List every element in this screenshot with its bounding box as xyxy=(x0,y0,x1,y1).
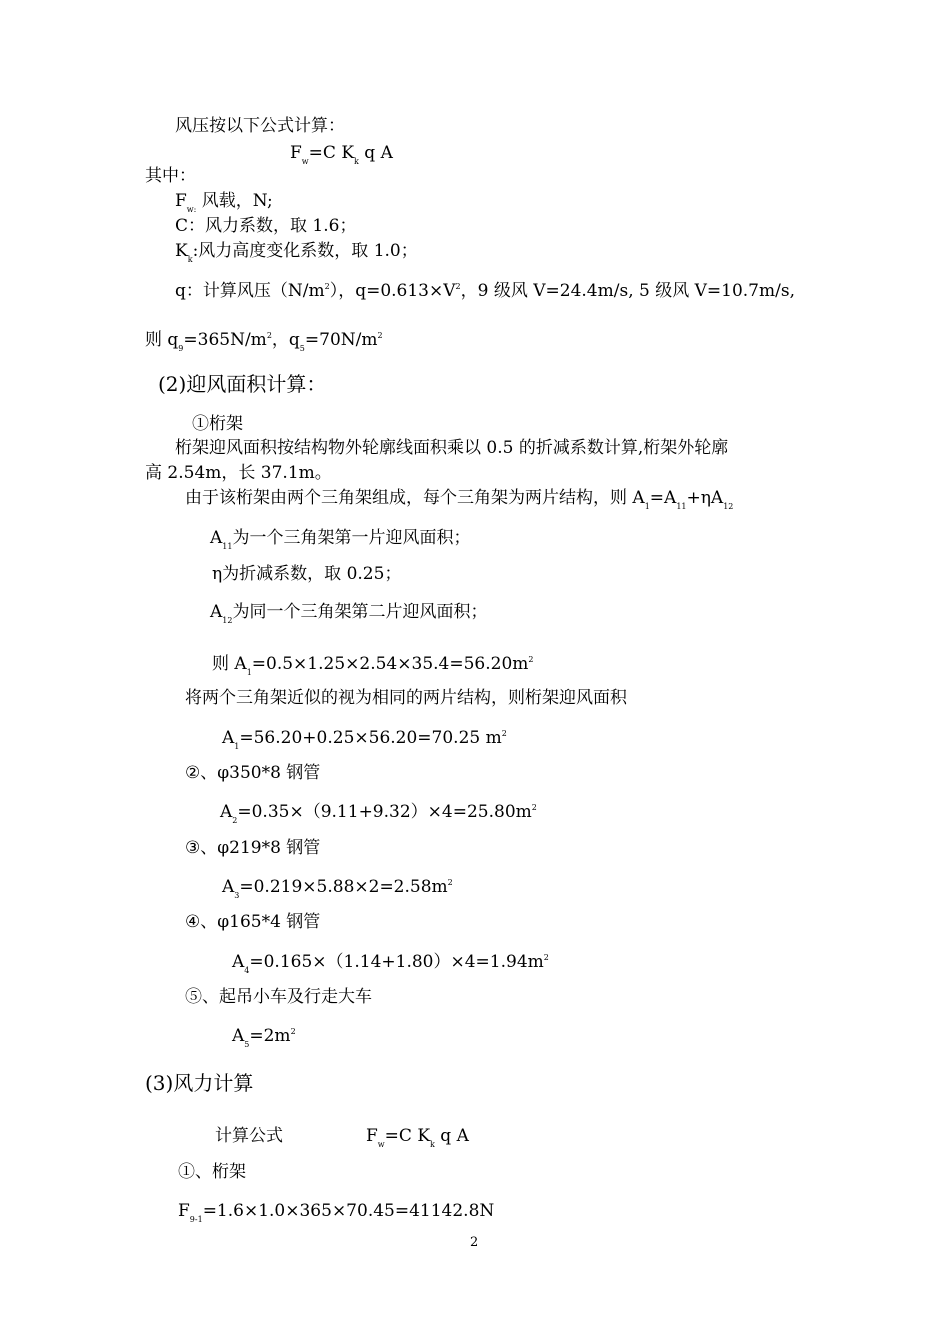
heading-windward-area: (2)迎风面积计算： xyxy=(158,372,327,396)
calc-a1: 则 $A_1=0.5\times 1.25\times 2.54\times 35.4=56.20m^2$ xyxy=(212,654,534,677)
crane-title: ⑤、起吊小车及行走大车 xyxy=(185,987,372,1007)
formula-wind-force: $F_w=C$ $K_k$ q A xyxy=(366,1126,469,1149)
truss-title: ①桁架 xyxy=(192,414,243,434)
pipe219-title: ③、φ219*8 钢管 xyxy=(185,838,321,858)
definition-f: $F_{w:}$ 风载，N; xyxy=(175,191,273,214)
page-number: 2 xyxy=(470,1235,479,1250)
definition-q: q：计算风压$(N/m^2)$，$q=0.613\times V^2$，9 级风 V=24.4m/s, 5 级风 V=10.7m/s, xyxy=(175,281,795,301)
definition-c: C：风力系数，取 1.6； xyxy=(175,216,357,236)
intro-text: 风压按以下公式计算： xyxy=(175,116,345,136)
heading-wind-force: (3)风力计算 xyxy=(145,1071,254,1095)
definition-a12: $A_{12}$为同一个三角架第二片迎风面积； xyxy=(210,602,488,625)
where-label: 其中： xyxy=(145,166,196,186)
truss-paragraph-3: 由于该桁架由两个三角架组成，每个三角架为两片结构，则 $A_1=A_{11}+\eta A_{12}$ xyxy=(185,488,734,511)
force-truss-title: ①、桁架 xyxy=(178,1162,246,1182)
formula-label: 计算公式 xyxy=(215,1126,283,1146)
pipe350-title: ②、φ350*8 钢管 xyxy=(185,763,321,783)
definition-k: $K_k$:风力高度变化系数，取 1.0； xyxy=(175,241,418,264)
truss-paragraph-1: 桁架迎风面积按结构物外轮廓线面积乘以 0.5 的折减系数计算,桁架外轮廓 xyxy=(175,438,729,458)
definition-a11: $A_{11}$为一个三角架第一片迎风面积； xyxy=(210,528,471,551)
truss-paragraph-2: 高 2.54m，长 37.1m。 xyxy=(145,463,332,483)
calc-a3: $A_3=0.219\times 5.88\times 2=2.58m^2$ xyxy=(222,877,453,900)
calc-a4: $A_4=0.165\times(1.14+1.80)\times 4=1.94m^2$ xyxy=(232,952,549,975)
definition-eta: η为折减系数，取 0.25； xyxy=(212,564,402,584)
calc-a1-total: $A_1=56.20+0.25\times 56.20=70.25$ $m^2$ xyxy=(222,728,507,751)
calc-f9-1: $F_{9-1}=1.6\times 1.0\times 365\times 70.45=41142.8N$ xyxy=(178,1201,495,1224)
calc-a2: $A_2=0.35\times(9.11+9.32)\times 4=25.80m^2$ xyxy=(220,802,537,825)
result-q: 则 $q_9=365N/m^2$，$q_5=70N/m^2$ xyxy=(145,330,383,353)
truss-paragraph-4: 将两个三角架近似的视为相同的两片结构，则桁架迎风面积 xyxy=(185,688,627,708)
calc-a5: $A_5=2m^2$ xyxy=(232,1026,296,1049)
pipe165-title: ④、φ165*4 钢管 xyxy=(185,912,321,932)
formula-wind-pressure: $F_w=C$ $K_k$ q A xyxy=(290,143,393,166)
